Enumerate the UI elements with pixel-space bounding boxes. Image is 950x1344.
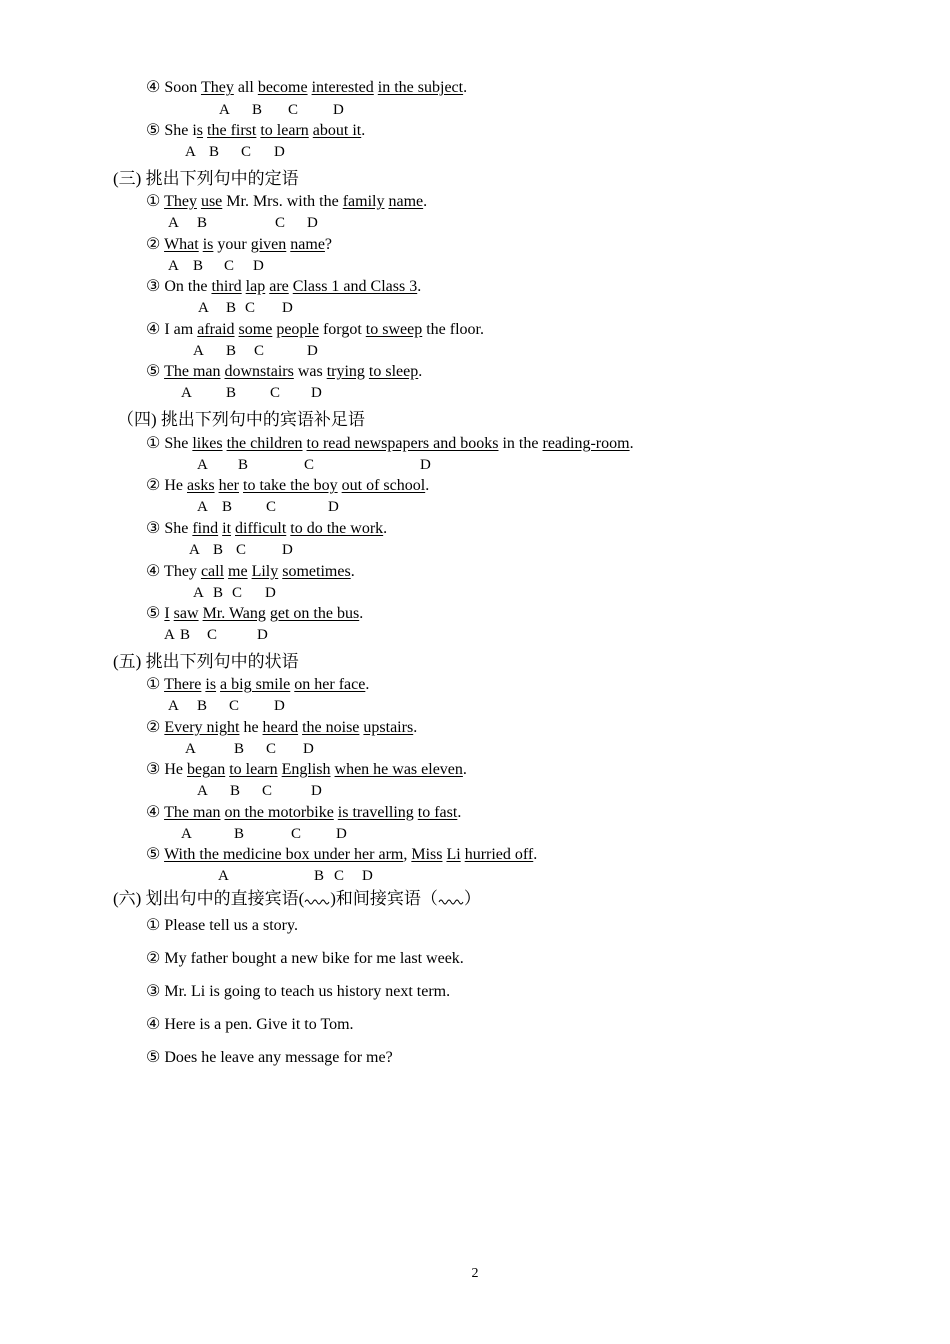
text-segment: ? — [324, 236, 333, 253]
text-segment: ④ Soon — [146, 79, 201, 96]
option-letter: B — [222, 499, 233, 515]
underlined-segment: Class 1 and Class 3 — [292, 278, 418, 295]
underlined-segment: lap — [245, 278, 266, 295]
text-segment: . — [418, 363, 423, 380]
option-letter: A — [197, 783, 208, 799]
option-letter: D — [307, 343, 318, 359]
underlined-segment: the first — [207, 122, 257, 139]
option-letter: A — [181, 385, 192, 401]
option-letter: B — [230, 783, 241, 799]
text-segment: . — [457, 804, 462, 821]
exercise-sentence: ② My father bought a new bike for me last week. — [146, 950, 464, 967]
text-segment: . — [629, 435, 634, 452]
text-segment: . — [533, 846, 538, 863]
option-letter: C — [245, 300, 256, 316]
section-heading: (三) 挑出下列句中的定语 — [113, 169, 299, 188]
option-letter: D — [336, 826, 347, 842]
underlined-segment: get on the bus — [269, 605, 360, 622]
heading-part: ） — [463, 889, 481, 908]
underlined-segment: in the subject — [377, 79, 464, 96]
underlined-segment: The man — [164, 363, 221, 380]
option-letter: D — [257, 627, 268, 643]
heading-part: )和间接宾语（ — [330, 889, 438, 908]
section-heading — [113, 888, 481, 910]
option-letter: A — [197, 457, 208, 473]
section-heading: (五) 挑出下列句中的状语 — [113, 652, 299, 671]
option-letter: B — [197, 698, 208, 714]
option-letter: B — [193, 258, 204, 274]
text-segment: . — [350, 563, 355, 580]
exercise-sentence — [146, 519, 387, 539]
underlined-segment: English — [281, 761, 331, 778]
underlined-segment: upstairs — [363, 719, 414, 736]
page-number: 2 — [471, 1266, 479, 1281]
underlined-segment: to sleep — [368, 363, 419, 380]
text-segment: ⑤ — [146, 363, 165, 380]
text-segment: . — [365, 676, 370, 693]
exercise-sentence — [146, 718, 417, 738]
underlined-segment: out of school — [341, 477, 426, 494]
option-letter: D — [311, 385, 322, 401]
underlined-segment: With the medicine box under her arm — [164, 846, 404, 863]
underlined-segment: Lily — [251, 563, 279, 580]
underlined-segment: call — [200, 563, 225, 580]
underlined-segment: me — [228, 563, 248, 580]
option-letter: D — [282, 542, 293, 558]
underlined-segment: name — [388, 193, 424, 210]
option-letter: A — [164, 627, 175, 643]
exercise-sentence — [146, 362, 422, 382]
exercise-sentence: ③ Mr. Li is going to teach us history next term. — [146, 983, 451, 1000]
option-letter: B — [314, 868, 325, 884]
text-segment: he — [239, 719, 263, 736]
wavy-underline-icon — [304, 896, 330, 906]
exercise-sentence — [146, 604, 363, 624]
option-letter: C — [291, 826, 302, 842]
text-segment: ⑤ — [146, 605, 165, 622]
text-segment: . — [361, 122, 366, 139]
option-letter: B — [209, 144, 220, 160]
option-letter: B — [197, 215, 208, 231]
underlined-segment: interested — [311, 79, 374, 96]
underlined-segment: afraid — [197, 321, 235, 338]
underlined-segment: There — [164, 676, 202, 693]
underlined-segment: heard — [262, 719, 299, 736]
option-letter: D — [328, 499, 339, 515]
underlined-segment: They — [200, 79, 234, 96]
option-letter: C — [288, 102, 299, 118]
underlined-segment: on her face — [294, 676, 366, 693]
text-segment: your — [213, 236, 251, 253]
underlined-segment: sometimes — [282, 563, 351, 580]
option-letter: B — [226, 300, 237, 316]
exercise-sentence — [146, 277, 421, 297]
option-letter: B — [226, 343, 237, 359]
option-letter: A — [193, 585, 204, 601]
underlined-segment: to learn — [260, 122, 309, 139]
underlined-segment: people — [276, 321, 319, 338]
text-segment: ③ He — [146, 761, 187, 778]
underlined-segment: to learn — [229, 761, 278, 778]
option-letter: D — [253, 258, 264, 274]
option-letter: C — [241, 144, 252, 160]
option-letter: C — [266, 741, 277, 757]
option-letter: C — [270, 385, 281, 401]
exercise-sentence — [146, 434, 634, 454]
option-letter: A — [218, 868, 229, 884]
text-segment: ④ — [146, 804, 165, 821]
underlined-segment: name — [290, 236, 325, 253]
exercise-sentence: ⑤ Does he leave any message for me? — [146, 1049, 393, 1066]
underlined-segment: likes — [192, 435, 223, 452]
underlined-segment: saw — [173, 605, 199, 622]
option-letter: B — [234, 741, 245, 757]
underlined-segment: to read newspapers and books — [306, 435, 499, 452]
underlined-segment: it — [222, 520, 232, 537]
option-letter: C — [266, 499, 277, 515]
underlined-segment: The man — [164, 804, 221, 821]
option-letter: C — [262, 783, 273, 799]
exercise-sentence — [146, 562, 355, 582]
text-segment: ① She — [146, 435, 193, 452]
option-letter: C — [334, 868, 345, 884]
text-segment: . — [383, 520, 388, 537]
text-segment: all — [233, 79, 258, 96]
text-segment: . — [417, 278, 422, 295]
option-letter: C — [304, 457, 315, 473]
option-letter: C — [207, 627, 218, 643]
underlined-segment: find — [192, 520, 219, 537]
underlined-segment: given — [250, 236, 287, 253]
underlined-segment: on the motorbike — [224, 804, 334, 821]
exercise-sentence — [146, 320, 484, 340]
text-segment: ① — [146, 193, 165, 210]
exercise-sentence — [146, 235, 332, 255]
option-letter: A — [185, 741, 196, 757]
underlined-segment: to do the work — [290, 520, 384, 537]
section-heading: （四) 挑出下列句中的宾语补足语 — [117, 410, 365, 429]
underlined-segment: become — [257, 79, 308, 96]
underlined-segment: use — [200, 193, 223, 210]
underlined-segment: What — [164, 236, 199, 253]
text-segment: ② He — [146, 477, 187, 494]
underlined-segment: is — [202, 236, 214, 253]
option-letter: B — [226, 385, 237, 401]
exercise-sentence: ① Please tell us a story. — [146, 917, 298, 934]
underlined-segment: They — [164, 193, 197, 210]
underlined-segment: reading-room — [542, 435, 630, 452]
underlined-segment: third — [211, 278, 242, 295]
exercise-sentence — [146, 845, 537, 865]
text-segment: ② — [146, 719, 165, 736]
option-letter: D — [282, 300, 293, 316]
underlined-segment: family — [342, 193, 385, 210]
option-letter: C — [236, 542, 247, 558]
underlined-segment: to fast — [417, 804, 458, 821]
underlined-segment: are — [269, 278, 289, 295]
underlined-segment: about it — [312, 122, 362, 139]
text-segment: ③ On the — [146, 278, 212, 295]
wavy-underline-icon — [438, 896, 464, 906]
heading-part: (六) 划出句中的直接宾语( — [113, 889, 305, 908]
option-letter: D — [311, 783, 322, 799]
option-letter: A — [168, 698, 179, 714]
option-letter: A — [168, 258, 179, 274]
exercise-sentence — [146, 675, 369, 695]
option-letter: D — [303, 741, 314, 757]
text-segment: . — [413, 719, 418, 736]
text-segment: ① — [146, 676, 165, 693]
option-letter: C — [254, 343, 265, 359]
option-letter: A — [168, 215, 179, 231]
underlined-segment: Every night — [164, 719, 240, 736]
option-letter: A — [181, 826, 192, 842]
option-letter: A — [189, 542, 200, 558]
exercise-sentence: ④ Here is a pen. Give it to Tom. — [146, 1016, 354, 1033]
text-segment: . — [462, 761, 467, 778]
text-segment: . — [359, 605, 364, 622]
text-segment: Mr. Mrs. with the — [222, 193, 343, 210]
option-letter: C — [232, 585, 243, 601]
underlined-segment: s — [196, 122, 204, 139]
option-letter: A — [219, 102, 230, 118]
underlined-segment: the children — [226, 435, 303, 452]
option-letter: D — [420, 457, 431, 473]
text-segment: , — [403, 846, 412, 863]
underlined-segment: her — [218, 477, 239, 494]
underlined-segment: a big smile — [220, 676, 291, 693]
option-letter: B — [252, 102, 263, 118]
option-letter: D — [362, 868, 373, 884]
underlined-segment: is travelling — [337, 804, 414, 821]
option-letter: B — [213, 585, 224, 601]
underlined-segment: I — [164, 605, 170, 622]
underlined-segment: some — [238, 321, 273, 338]
exercise-sentence — [146, 121, 365, 141]
text-segment: the floor. — [422, 321, 484, 338]
text-segment: forgot — [318, 321, 366, 338]
exercise-sentence — [146, 476, 429, 496]
underlined-segment: trying — [326, 363, 365, 380]
text-segment: . — [425, 477, 430, 494]
text-segment: . — [423, 193, 428, 210]
underlined-segment: to sweep — [365, 321, 423, 338]
underlined-segment: Mr. Wang — [202, 605, 266, 622]
underlined-segment: downstairs — [224, 363, 294, 380]
underlined-segment: Miss — [411, 846, 443, 863]
option-letter: A — [185, 144, 196, 160]
text-segment: . — [463, 79, 468, 96]
text-segment: ④ I am — [146, 321, 198, 338]
option-letter: D — [274, 698, 285, 714]
option-letter: A — [193, 343, 204, 359]
underlined-segment: difficult — [235, 520, 287, 537]
option-letter: B — [180, 627, 191, 643]
text-segment: ② — [146, 236, 165, 253]
option-letter: B — [213, 542, 224, 558]
text-segment: ⑤ She i — [146, 122, 197, 139]
exercise-sentence — [146, 803, 461, 823]
text-segment: was — [293, 363, 327, 380]
underlined-segment: hurried off — [464, 846, 534, 863]
option-letter: B — [238, 457, 249, 473]
text-segment: ③ She — [146, 520, 193, 537]
option-letter: C — [275, 215, 286, 231]
underlined-segment: is — [205, 676, 217, 693]
option-letter: A — [197, 499, 208, 515]
underlined-segment: began — [187, 761, 226, 778]
text-segment: ⑤ — [146, 846, 165, 863]
text-segment: in the — [498, 435, 543, 452]
text-segment: ④ They — [146, 563, 201, 580]
option-letter: C — [229, 698, 240, 714]
option-letter: C — [224, 258, 235, 274]
underlined-segment: when he was eleven — [334, 761, 463, 778]
underlined-segment: asks — [187, 477, 215, 494]
option-letter: D — [333, 102, 344, 118]
exercise-sentence — [146, 192, 427, 212]
option-letter: B — [234, 826, 245, 842]
exercise-sentence — [146, 760, 467, 780]
option-letter: A — [198, 300, 209, 316]
option-letter: D — [307, 215, 318, 231]
option-letter: D — [265, 585, 276, 601]
exercise-sentence — [146, 78, 467, 98]
underlined-segment: Li — [446, 846, 461, 863]
option-letter: D — [274, 144, 285, 160]
underlined-segment: to take the boy — [243, 477, 338, 494]
underlined-segment: the noise — [302, 719, 360, 736]
